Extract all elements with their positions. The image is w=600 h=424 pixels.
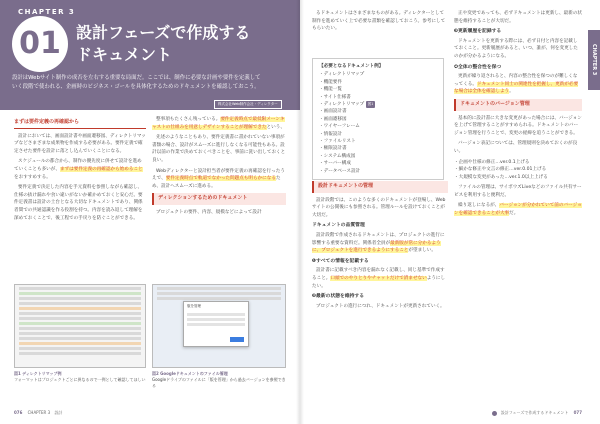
footer-label: 設計フェーズで作成するドキュメント xyxy=(500,410,569,415)
subsection-title: ❷最新の状態を維持する xyxy=(312,294,365,300)
paragraph: 整事項もたくさん残っている。要件定義時点で最低限メーンキャストの仕組みを用意しデザインすることが理解できたという、 xyxy=(152,117,285,130)
section-title: 設計ドキュメントの管理 xyxy=(312,181,448,193)
page-number: 076 xyxy=(14,410,23,415)
version-rule: ・大規模な変更があった…ver.1.0以上上げる xyxy=(454,174,548,180)
figure-2-caption xyxy=(152,371,286,389)
list-item: ・ディレクトリマップ xyxy=(319,72,365,78)
lead-line-1: 設計はWebサイト制作の成否を左右する重要な局面だ。ここでは、制作に必要な計画や要件を定義して xyxy=(12,75,261,81)
paragraph: 設計書に記載すべき内容を漏れなく記載し、同じ基準で作成すること。口頭でのやりとりやチャットだけで済ませないようにしたい。 xyxy=(312,268,446,289)
list-item: ・サイト仕様書 xyxy=(319,94,351,100)
list-item: ・権限設計書 xyxy=(319,146,347,152)
caption-text: フォーマットはプロジェクトごとに異なるので一例として確認してほしい xyxy=(14,377,146,382)
figure-title: Googleドキュメントのファイル管理 xyxy=(160,371,228,376)
chapter-label: CHAPTER 3 xyxy=(18,8,76,16)
dialog-button xyxy=(230,337,244,342)
author-tag: 株式会社Web制作会社・ディレクター xyxy=(214,100,282,109)
chapter-header-band xyxy=(0,0,300,110)
highlight: 要件定義時点で軌道でなかった問題点も明らかになる xyxy=(165,176,276,182)
paragraph: スケジュールの都合から、制作の優先度に併せて設計を進めていくことも多いが、まずは要件定義の再確認から始めることをおすすめする。 xyxy=(14,159,143,180)
figure-badge: 図1 xyxy=(366,101,376,108)
paragraph: Webディレクターと設計担当者が要件定義の再確認を行ったうえで、要件定義時点で軌道でなかった問題点も明らかになるため、設計へスムーズに進める。 xyxy=(152,168,285,189)
caption-text: Googleドライブのファイルに「版を管理」から過去バージョンを参照できる xyxy=(152,377,286,388)
version-rule: ・企画や仕様の修正…ver.0.1上げる xyxy=(454,159,530,165)
paragraph: ドキュメントを更新する際には、必ず日付と内容を記載しておくこと。更新履歴があると、いつ、誰が、何を変更したのかが分かるようになる。 xyxy=(454,38,578,59)
paragraph: 更新が繰り返されると、内容の整合性を保つのが難しくなってくる。ドキュメント同士の関連性を把握し、更新が必要な場合は全体を確認しよう。 xyxy=(454,74,579,95)
list-item: ・機能一覧 xyxy=(319,87,342,93)
footer-label: 設計 xyxy=(54,410,63,415)
figure-number: 図2 xyxy=(152,371,159,376)
figure-number: 図1 xyxy=(14,371,21,376)
highlight: バージョンが分かれていて前のバージョンを確認できることが大事 xyxy=(454,203,582,217)
chapter-number: 01 xyxy=(12,16,68,72)
book-gutter xyxy=(296,0,304,424)
paragraph: 正や変更であっても、必ずドキュメントは更新し、最新の状態を維持することが大切だ。 xyxy=(454,11,583,24)
paragraph: 繰り返しになるが、バージョンが分かれていて前のバージョンを確認できることが大事だ。 xyxy=(454,203,582,217)
right-footer xyxy=(492,410,586,416)
paragraph: 設計段階では、このような多くのドキュメントが登場し、Webサイトの公開後にも参照される。管理ルールを設けておくことが大切だ。 xyxy=(312,197,446,218)
version-rule: ・細かな修正や文言の修正…ver.0.01上げる xyxy=(454,167,547,173)
list-item: ・サーバー構成 xyxy=(319,161,351,167)
paragraph: 先述のようなこともあり、要件定義書に書かれていない事項が書類の場合、設計がスムーズに進行しなくなる可能性もある。設計以前の作業で決めておくべきことを、事前に洗い出しておくと良い。 xyxy=(152,135,286,163)
figure-title: ディレクトリマップ例 xyxy=(22,371,62,376)
page-title xyxy=(76,22,296,66)
figure-1-caption xyxy=(14,371,146,383)
highlight: ドキュメント同士の関連性を把握し、更新が必要な場合は全体を確認しよう xyxy=(454,81,579,95)
list-item: ・画面遷移図 xyxy=(319,116,347,122)
section-title: ドキュメントのバージョン管理 xyxy=(454,99,582,111)
document-list-box xyxy=(312,58,444,180)
section-title: まずは要件定義の再確認から xyxy=(14,119,146,129)
subsection-title: ❹全体の整合性を保つ xyxy=(454,64,502,70)
google-docs-figure xyxy=(152,284,286,368)
bullet-icon xyxy=(492,411,497,416)
right-column-1-lower xyxy=(312,178,448,313)
directory-map-figure xyxy=(14,284,146,368)
list-item: ・画面設計書 xyxy=(319,109,347,115)
footer-chapter: CHAPTER 3 xyxy=(27,410,51,415)
subsection-title: ❶すべての情報を記載する xyxy=(312,258,369,264)
right-column-2 xyxy=(454,10,582,221)
subsection-title: ドキュメントの品質管理 xyxy=(312,223,365,229)
title-line-1: 設計フェーズで作成する xyxy=(76,23,251,42)
list-title: 【必要となるドキュメント例】 xyxy=(319,64,384,69)
paragraph: 設計においては、画面設計書や画面遷移図、ディレクトリマップなどさまざまな成果物を作成する必要がある。要件定義で確定させた要件を設計に落とし込んでいくことになる。 xyxy=(14,133,146,154)
highlight: 要件定義時点で最低限メ xyxy=(220,117,271,122)
paragraph: るドキュメントはさまざまなものがある。ディレクターとして制作を進めていく上で必要な書類を確認しておこう。参考にしてもらいたい。 xyxy=(312,11,446,32)
list-item: ・システム構成図 xyxy=(319,153,356,159)
paragraph: 要件定義で決定した内容を手元資料を参照しながら確認し、仕様の抜け漏れや食い違いがないか確かめておくと安心だ。要件定義書は設計の土台となる大切なドキュメントであり、関係者間での共通認識を作る役割を持つ。内容を読み返して理解を深めておくことで、後工程での手戻りを防ぐことができる。 xyxy=(14,185,143,221)
list-item: ・ファイルリスト xyxy=(319,139,356,145)
list-item: ・ワイヤーフレーム xyxy=(319,124,360,130)
section-title: ディレクションするためのドキュメント xyxy=(152,193,286,205)
dialog-title: 版を管理 xyxy=(187,304,201,308)
paragraph: バージョン表記については、管理規則を決めておくのが良い。 xyxy=(454,141,578,154)
left-column-1 xyxy=(14,116,146,225)
page-number: 077 xyxy=(573,410,582,415)
highlight: 口頭でのやりとりやチャットだけで済ませない xyxy=(330,275,427,281)
right-page xyxy=(300,0,600,424)
left-column-2 xyxy=(152,116,286,220)
version-dialog xyxy=(183,301,249,347)
chapter-side-tab: CHAPTER 3 xyxy=(588,30,600,90)
list-item: ・ディレクトリマップ 図1 xyxy=(319,102,374,108)
list-item: ・データベース設計 xyxy=(319,168,361,174)
highlight: まずは要件定義の再確認から始めること xyxy=(59,166,143,172)
lead-line-2: いく段階で使われる、企画時のビジネス・ゴールを具体化するためのドキュメントを確認しておこう。 xyxy=(12,84,260,90)
paragraph: ファイルの管理は、サイボウズLiveなどのファイル共有サービスを利用すると便利だ。 xyxy=(454,185,582,198)
paragraph: 基本的に設計書に大きな変更があった場合には、バージョンを上げて管理することがすすめられる。ドキュメントのバージョン管理を行うことで、変更の経緯を追うことができる。 xyxy=(454,115,582,136)
title-line-2: ドキュメント xyxy=(76,45,173,64)
highlight: 最新版が常に分かるように、プロジェクトを進行できるようにすること xyxy=(312,240,441,254)
paragraph: プロジェクトの要件、内容、規模などによって設計 xyxy=(156,209,262,215)
left-footer xyxy=(14,410,62,416)
subsection-title: ❸更新履歴を記録する xyxy=(454,29,502,35)
paragraph: プロジェクトの進行につれ、ドキュメントが更新されていく。 xyxy=(316,303,445,309)
list-item: ・情報設計 xyxy=(319,131,342,137)
right-column-1 xyxy=(312,10,448,36)
paragraph: 設計段階で作成されるドキュメントは、プロジェクトの進行に影響する重要な資料だ。関係者全員が最新版が常に分かるように、プロジェクトを進行できるようにすることが望ましい。 xyxy=(312,232,445,254)
list-item: ・機能要件 xyxy=(319,79,342,85)
lead-text xyxy=(12,74,294,92)
